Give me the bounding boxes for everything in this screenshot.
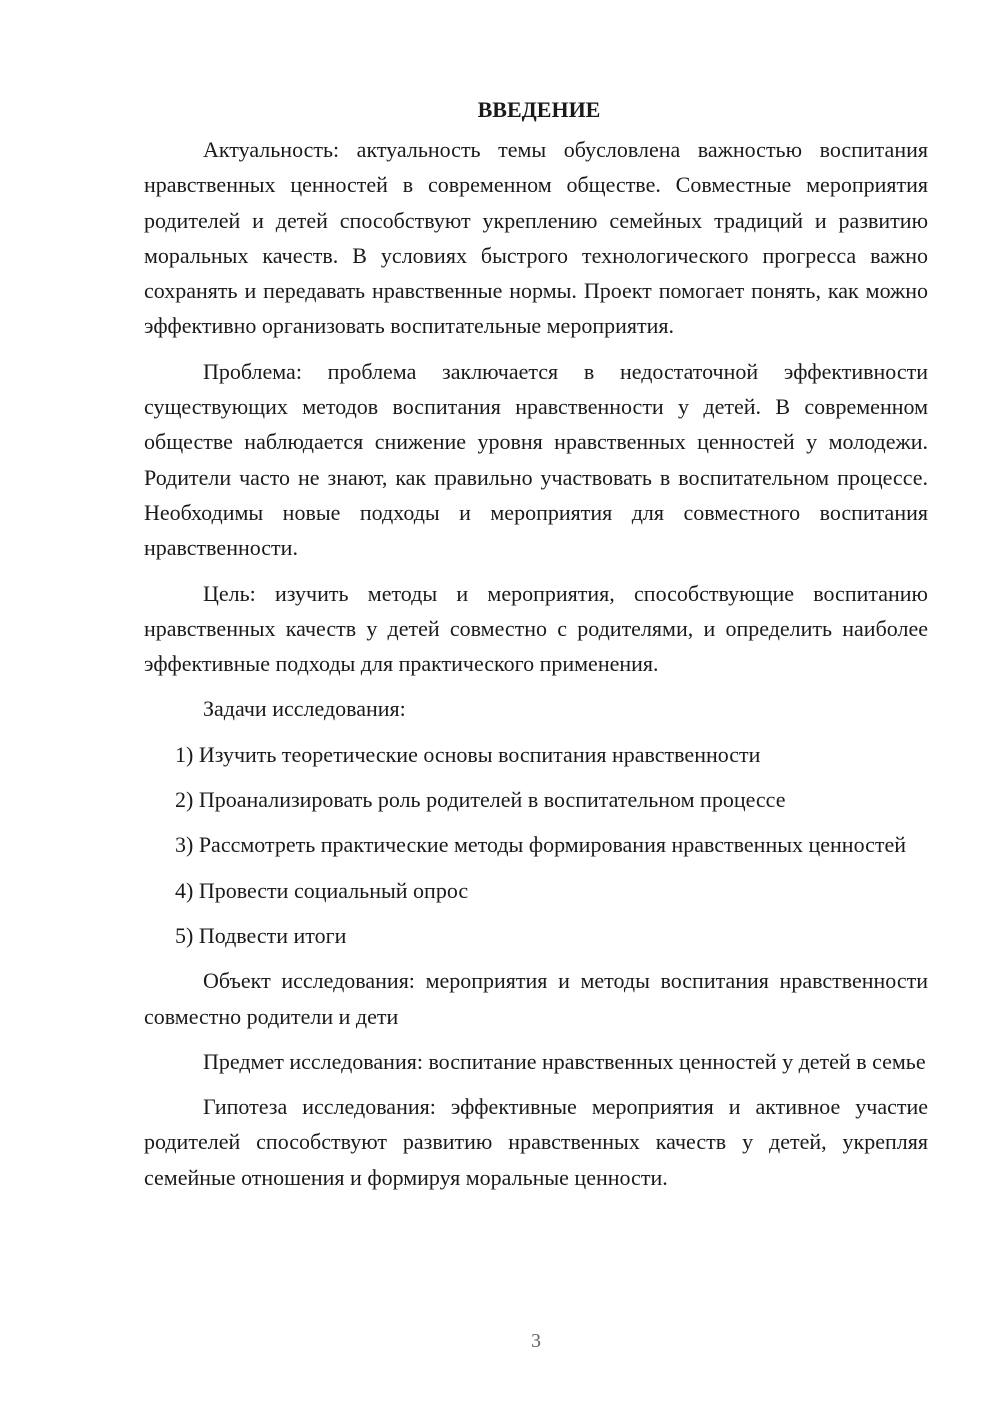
page-content [144, 92, 928, 1205]
tasks-heading: Задачи исследования: [203, 696, 406, 722]
paragraph-relevance: Актуальность: актуальность темы обусловлена важностью воспитания нравственных ценностей в современном обществе. Совместные мероприятия родителей и детей способствуют укреплению семейных традиций и развитию моральных качеств. В условиях быстрого технологического прогресса важно сохранять и передавать нравственные нормы. Проект помогает понять, как можно эффективно организовать воспитательные мероприятия. [144, 137, 928, 339]
paragraph-object: Объект исследования: мероприятия и методы воспитания нравственности совместно родители и дети [144, 968, 928, 1029]
task-item-2: 2) Проанализировать роль родителей в воспитательном процессе [175, 787, 786, 813]
task-item-4: 4) Провести социальный опрос [175, 877, 469, 903]
paragraph-subject: Предмет исследования: воспитание нравственных ценностей у детей в семье [203, 1048, 926, 1074]
task-item-3: 3) Рассмотреть практические методы формирования нравственных ценностей [175, 832, 907, 858]
task-item-1: 1) Изучить теоретические основы воспитания нравственности [175, 741, 761, 767]
paragraph-goal: Цель: изучить методы и мероприятия, способствующие воспитанию нравственных качеств у детей совместно с родителями, и определить наиболее эффективные подходы для практического применения. [144, 580, 928, 677]
page-number: 3 [531, 1330, 541, 1352]
paragraph-hypothesis: Гипотеза исследования: эффективные мероприятия и активное участие родителей способствуют развитию нравственных качеств у детей, укрепляя семейные отношения и формируя моральные ценности. [144, 1094, 928, 1190]
paragraph-problem: Проблема: проблема заключается в недостаточной эффективности существующих методов воспитания нравственности у детей. В современном обществе наблюдается снижение уровня нравственных ценностей у молодежи. Родители часто не знают, как правильно участвовать в воспитательном процессе. Необходимы новые подходы и мероприятия для совместного воспитания нравственности. [144, 358, 928, 561]
section-title: ВВЕДЕНИЕ [477, 97, 601, 122]
task-item-5: 5) Подвести итоги [175, 922, 347, 948]
